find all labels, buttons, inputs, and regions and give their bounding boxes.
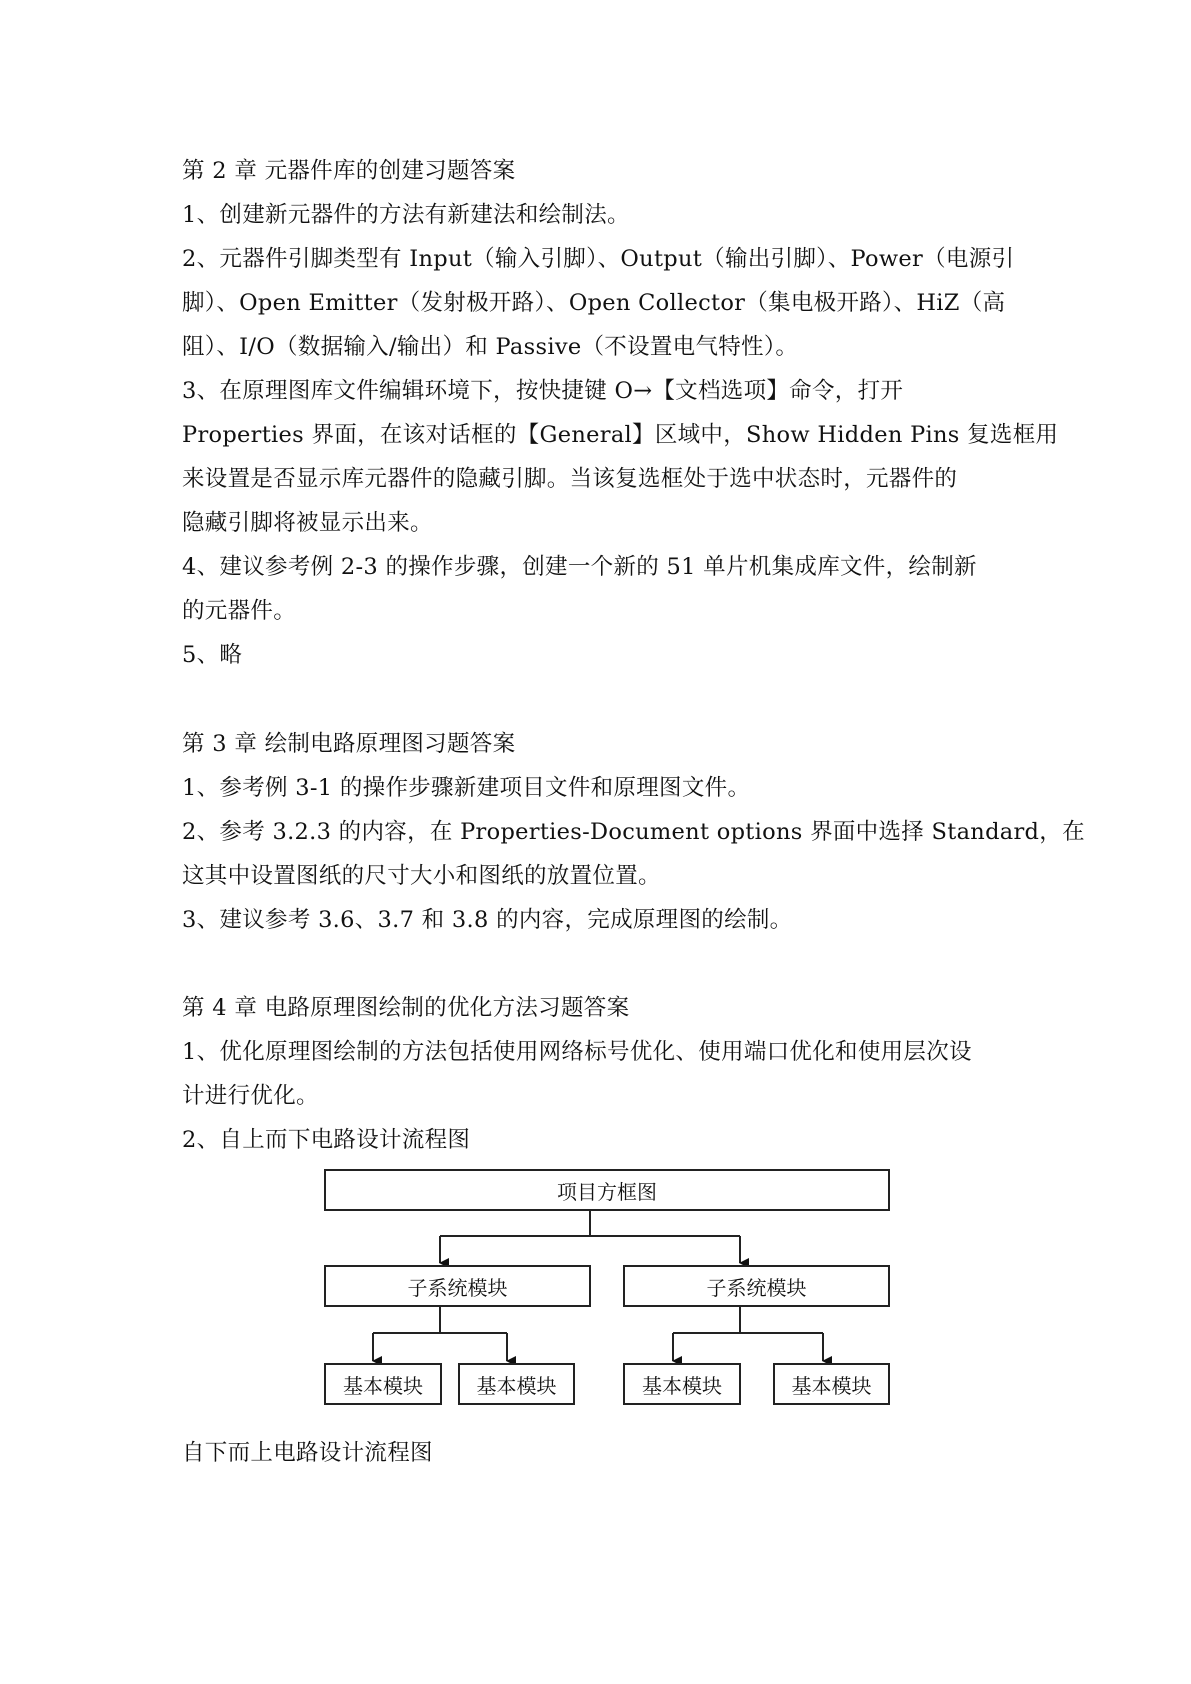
chapter-3-title: 第 3 章 绘制电路原理图习题答案 [182,731,516,757]
ch3-line-4: 3、建议参考 3.6、3.7 和 3.8 的内容，完成原理图的绘制。 [182,907,793,933]
ch2-line-1: 1、创建新元器件的方法有新建法和绘制法。 [182,202,630,228]
flow-root-box [324,1169,890,1211]
flow-basic-label: 基本模块 [343,1373,423,1398]
flow-basic-label: 基本模块 [791,1373,872,1398]
flow-basic-box-3 [623,1363,741,1405]
ch3-line-2: 2、参考 3.2.3 的内容，在 Properties-Document options 界面中选择 Standard，在 [182,819,1085,845]
ch3-line-1: 1、参考例 3-1 的操作步骤新建项目文件和原理图文件。 [182,775,751,801]
ch2-line-9: 4、建议参考例 2-3 的操作步骤，创建一个新的 51 单片机集成库文件，绘制新 [182,554,977,580]
bottom-up-flowchart-caption: 自下而上电路设计流程图 [182,1440,433,1466]
ch2-line-4: 阻）、I/O（数据输入/输出）和 Passive（不设置电气特性）。 [182,334,799,360]
flow-subsystem-label: 子系统模块 [407,1275,508,1300]
ch2-line-7: 来设置是否显示库元器件的隐藏引脚。当该复选框处于选中状态时，元器件的 [182,466,958,492]
ch2-line-5: 3、在原理图库文件编辑环境下，按快捷键 O→【文档选项】命令，打开 [182,378,904,404]
flow-subsystem-label: 子系统模块 [706,1275,807,1300]
ch3-line-3: 这其中设置图纸的尺寸大小和图纸的放置位置。 [182,863,661,889]
flow-basic-label: 基本模块 [476,1373,557,1398]
ch2-line-10: 的元器件。 [182,598,297,624]
ch4-line-3: 2、自上而下电路设计流程图 [182,1127,471,1153]
chapter-4-title: 第 4 章 电路原理图绘制的优化方法习题答案 [182,995,630,1021]
flow-basic-label: 基本模块 [642,1373,722,1398]
ch2-line-11: 5、略 [182,642,243,668]
flow-basic-box-1 [324,1363,442,1405]
flow-basic-box-4 [773,1363,890,1405]
ch2-line-3: 脚）、Open Emitter（发射极开路）、Open Collector（集电极开路）、HiZ（高 [182,290,1006,316]
flow-subsystem-box-left [324,1265,591,1307]
flow-root-label: 项目方框图 [557,1179,657,1204]
flow-basic-box-2 [458,1363,575,1405]
chapter-2-title: 第 2 章 元器件库的创建习题答案 [182,158,516,184]
ch2-line-6: Properties 界面，在该对话框的【General】区域中，Show Hidden Pins 复选框用 [182,422,1059,448]
ch2-line-2: 2、元器件引脚类型有 Input（输入引脚）、Output（输出引脚）、Power（电源引 [182,246,1015,272]
flow-subsystem-box-right [623,1265,890,1307]
ch2-line-8: 隐藏引脚将被显示出来。 [182,510,433,536]
ch4-line-2: 计进行优化。 [182,1083,319,1109]
ch4-line-1: 1、优化原理图绘制的方法包括使用网络标号优化、使用端口优化和使用层次设 [182,1039,972,1065]
